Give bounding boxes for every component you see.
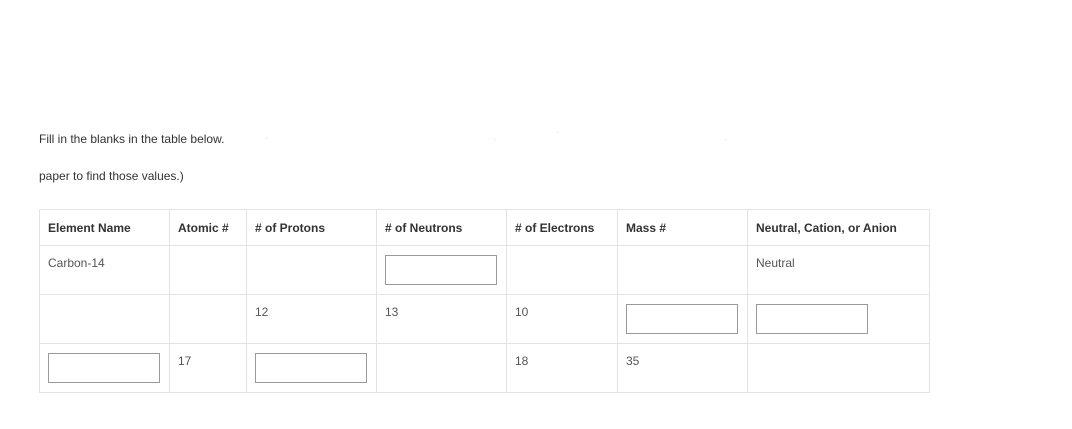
cell-charge-type	[748, 295, 930, 344]
header-protons: # of Protons	[247, 210, 377, 246]
table-row	[40, 246, 930, 295]
table-row	[40, 295, 930, 344]
header-neutrons: # of Neutrons	[377, 210, 507, 246]
protons-answer-input[interactable]	[255, 353, 367, 383]
element-name-answer-input[interactable]	[48, 353, 160, 383]
artifact-dot	[266, 138, 267, 139]
header-electrons: # of Electrons	[507, 210, 618, 246]
cell-protons: 12	[247, 295, 377, 344]
cell-element-name	[40, 295, 170, 344]
cell-neutrons	[377, 246, 507, 295]
instruction-text-continued: paper to find those values.)	[39, 169, 184, 183]
table-row	[40, 344, 930, 393]
artifact-dot	[725, 139, 726, 140]
fill-in-table	[39, 209, 930, 393]
cell-electrons	[507, 246, 618, 295]
cell-atomic-number	[170, 246, 247, 295]
cell-neutrons	[377, 344, 507, 393]
artifact-dot	[494, 139, 495, 140]
cell-atomic-number	[170, 295, 247, 344]
cell-mass-number	[618, 246, 748, 295]
table-header-row	[40, 210, 930, 246]
cell-protons	[247, 246, 377, 295]
header-element-name: Element Name	[40, 210, 170, 246]
instruction-text: Fill in the blanks in the table below.	[39, 132, 225, 146]
cell-mass-number	[618, 295, 748, 344]
cell-mass-number: 35	[618, 344, 748, 393]
neutrons-answer-input[interactable]	[385, 255, 497, 285]
cell-electrons: 18	[507, 344, 618, 393]
cell-element-name	[40, 344, 170, 393]
cell-neutrons: 13	[377, 295, 507, 344]
cell-protons	[247, 344, 377, 393]
cell-charge-type	[748, 344, 930, 393]
cell-electrons: 10	[507, 295, 618, 344]
charge-type-answer-input[interactable]	[756, 304, 868, 334]
artifact-dot	[557, 132, 558, 133]
cell-charge-type: Neutral	[748, 246, 930, 295]
cell-element-name: Carbon-14	[40, 246, 170, 295]
header-mass-number: Mass #	[618, 210, 748, 246]
mass-number-answer-input[interactable]	[626, 304, 738, 334]
header-atomic-number: Atomic #	[170, 210, 247, 246]
cell-atomic-number: 17	[170, 344, 247, 393]
header-charge-type: Neutral, Cation, or Anion	[748, 210, 930, 246]
